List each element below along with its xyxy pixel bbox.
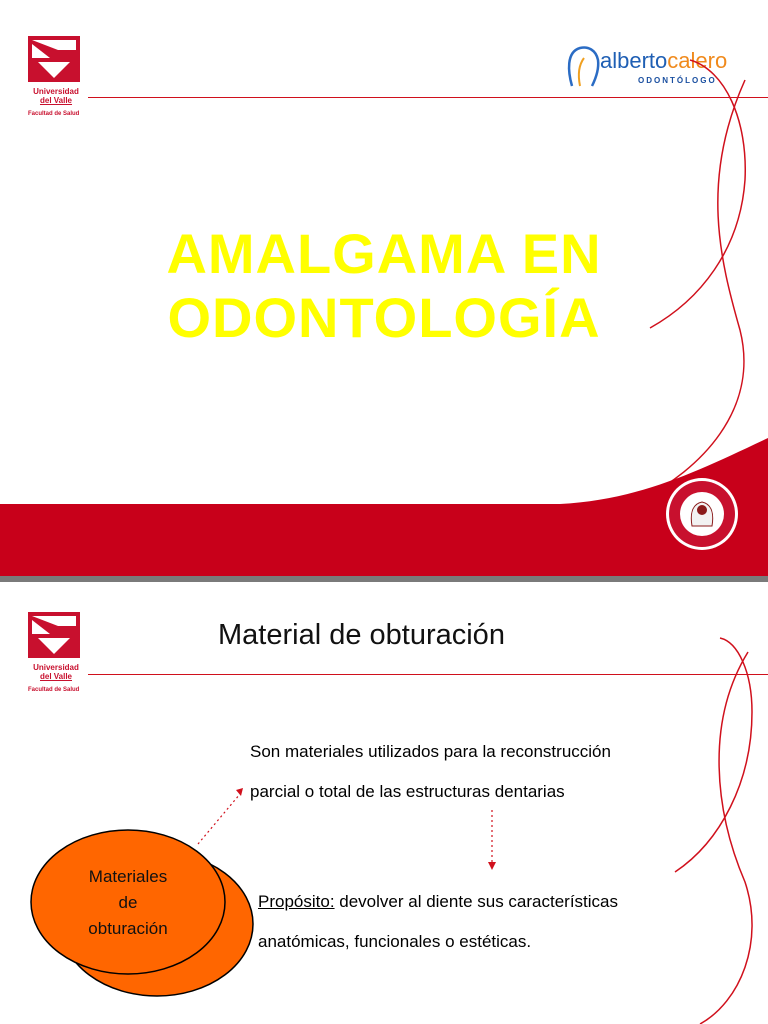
title-line1: AMALGAMA EN	[166, 222, 602, 285]
university-name-line1: Universidad	[33, 87, 79, 96]
faculty-name: Facultad de Salud	[28, 687, 80, 693]
brand-name: albertocalero	[600, 48, 728, 73]
materiales-oval-label	[48, 864, 208, 942]
university-name-line2: del Valle	[39, 672, 73, 681]
brand-subtitle: ODONTÓLOGO	[638, 76, 717, 85]
definition-line1: Son materiales utilizados para la reconstrucción	[250, 742, 611, 761]
purpose-label: Propósito:	[258, 892, 335, 911]
university-name-line2: del Valle	[39, 96, 73, 105]
purpose-text	[258, 882, 618, 962]
title-line2: ODONTOLOGÍA	[167, 286, 601, 349]
slide-title	[0, 222, 768, 350]
university-name-line1: Universidad	[33, 663, 79, 672]
purpose-line2: anatómicas, funcionales o estéticas.	[258, 932, 532, 951]
definition-text	[250, 732, 611, 812]
oval-line2: de	[118, 893, 138, 912]
faculty-name: Facultad de Salud	[28, 111, 80, 117]
slide-title: Material de obturación	[218, 619, 505, 651]
escuela-odontologia-seal-icon	[664, 476, 740, 552]
oval-line3: obturación	[88, 919, 168, 938]
slide-material-obturacion	[0, 582, 768, 1024]
definition-line2: parcial o total de las estructuras dentarias	[250, 782, 565, 801]
oval-line1: Materiales	[88, 867, 168, 886]
purpose-line1: devolver al diente sus características	[334, 892, 619, 911]
